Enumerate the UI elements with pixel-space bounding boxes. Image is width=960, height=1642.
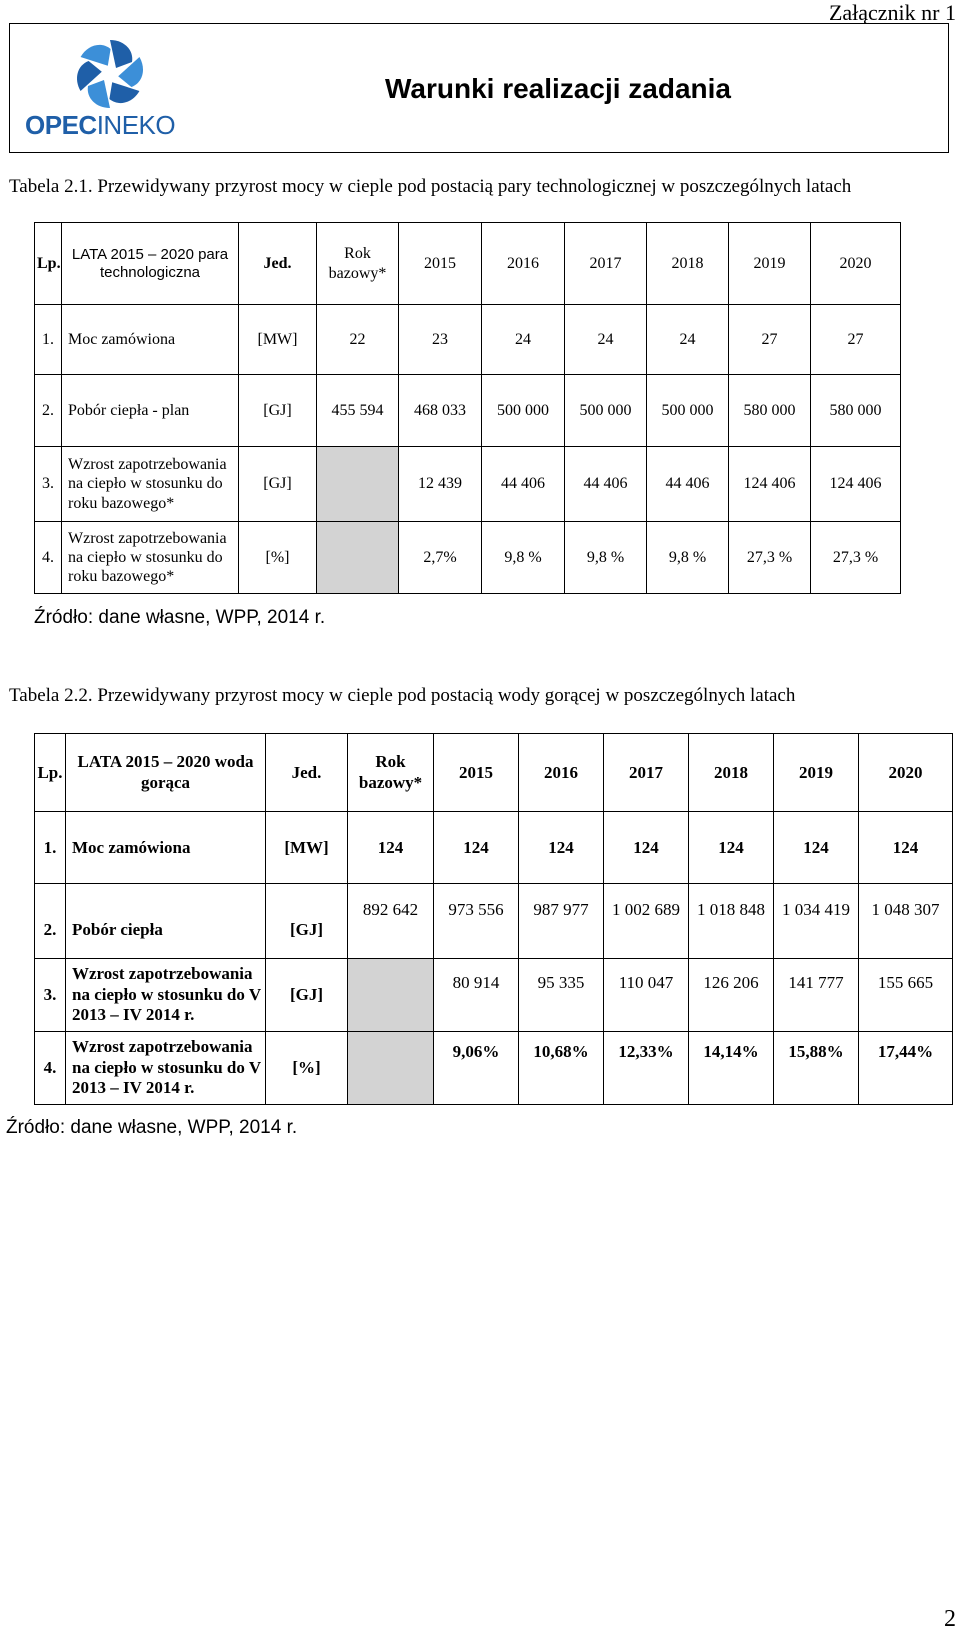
row-value: 500 000 xyxy=(647,375,729,447)
document-header xyxy=(9,23,949,153)
row-value: 141 777 xyxy=(774,959,859,1032)
row-value: 124 406 xyxy=(811,447,901,522)
row-value: 80 914 xyxy=(434,959,519,1032)
row-value: 9,06% xyxy=(434,1032,519,1105)
row-lp: 4. xyxy=(35,522,62,594)
table2-header-year: 2015 xyxy=(434,734,519,812)
row-value: 155 665 xyxy=(859,959,953,1032)
table2-header-row xyxy=(35,734,953,812)
row-lp: 3. xyxy=(35,959,66,1032)
row-value: 27,3 % xyxy=(811,522,901,594)
row-value: 580 000 xyxy=(811,375,901,447)
table1-header-row xyxy=(35,223,901,305)
row-lp: 4. xyxy=(35,1032,66,1105)
table1-header-unit: Jed. xyxy=(239,223,317,305)
table1-header-base: Rok bazowy* xyxy=(317,223,399,305)
table2-header-unit: Jed. xyxy=(266,734,348,812)
logo-wordmark xyxy=(25,110,175,141)
table1-header-year: 2015 xyxy=(399,223,482,305)
row-value: 124 xyxy=(859,812,953,884)
logo-brand-bold: OPEC xyxy=(25,110,97,140)
table2 xyxy=(34,733,953,1105)
table1-source: Źródło: dane własne, WPP, 2014 r. xyxy=(34,607,326,628)
row-base: 455 594 xyxy=(317,375,399,447)
table2-header-lp: Lp. xyxy=(35,734,66,812)
row-value: 24 xyxy=(565,305,647,375)
table2-header-year: 2017 xyxy=(604,734,689,812)
row-value: 44 406 xyxy=(482,447,565,522)
row-value: 27 xyxy=(811,305,901,375)
attachment-label: Załącznik nr 1 xyxy=(828,0,956,25)
page-number: 2 xyxy=(944,1606,956,1632)
row-value: 126 206 xyxy=(689,959,774,1032)
table-row xyxy=(35,884,953,959)
row-value: 1 048 307 xyxy=(859,884,953,959)
row-value: 124 xyxy=(774,812,859,884)
row-label: Moc zamówiona xyxy=(62,305,239,375)
logo-brand-thin: INEKO xyxy=(96,110,176,140)
row-value: 17,44% xyxy=(859,1032,953,1105)
table2-header-year: 2018 xyxy=(689,734,774,812)
row-value: 95 335 xyxy=(519,959,604,1032)
row-label: Pobór ciepła xyxy=(66,884,266,959)
row-value: 973 556 xyxy=(434,884,519,959)
row-lp: 2. xyxy=(35,375,62,447)
row-value: 12 439 xyxy=(399,447,482,522)
table2-header-year: 2016 xyxy=(519,734,604,812)
table-row xyxy=(35,447,901,522)
row-value: 24 xyxy=(647,305,729,375)
row-value: 580 000 xyxy=(729,375,811,447)
table2-source: Źródło: dane własne, WPP, 2014 r. xyxy=(6,1117,298,1138)
table1 xyxy=(34,222,901,594)
row-value: 124 xyxy=(519,812,604,884)
row-base: 892 642 xyxy=(348,884,434,959)
row-unit: [GJ] xyxy=(239,447,317,522)
row-label: Moc zamówiona xyxy=(66,812,266,884)
table-row xyxy=(35,375,901,447)
row-base-empty xyxy=(317,447,399,522)
table1-header-year: 2018 xyxy=(647,223,729,305)
table1-header-year: 2016 xyxy=(482,223,565,305)
table2-header-label: LATA 2015 – 2020 woda gorąca xyxy=(66,734,266,812)
row-value: 987 977 xyxy=(519,884,604,959)
row-label: Wzrost zapotrzebowania na ciepło w stosunku do roku bazowego* xyxy=(62,522,239,594)
row-lp: 1. xyxy=(35,305,62,375)
row-value: 9,8 % xyxy=(565,522,647,594)
row-value: 2,7% xyxy=(399,522,482,594)
row-value: 9,8 % xyxy=(482,522,565,594)
row-base: 124 xyxy=(348,812,434,884)
row-value: 27 xyxy=(729,305,811,375)
row-lp: 2. xyxy=(35,884,66,959)
row-label: Pobór ciepła - plan xyxy=(62,375,239,447)
table2-header-base: Rok bazowy* xyxy=(348,734,434,812)
table1-header-year: 2019 xyxy=(729,223,811,305)
table2-header-year: 2020 xyxy=(859,734,953,812)
row-value: 1 002 689 xyxy=(604,884,689,959)
row-value: 10,68% xyxy=(519,1032,604,1105)
row-label: Wzrost zapotrzebowania na ciepło w stosunku do V 2013 – IV 2014 r. xyxy=(66,959,266,1032)
row-lp: 1. xyxy=(35,812,66,884)
table-row xyxy=(35,959,953,1032)
table1-caption: Tabela 2.1. Przewidywany przyrost mocy w cieple pod postacią pary technologicznej w poszczególnych latach xyxy=(9,176,852,197)
row-unit: [MW] xyxy=(266,812,348,884)
row-value: 110 047 xyxy=(604,959,689,1032)
row-value: 468 033 xyxy=(399,375,482,447)
table-row xyxy=(35,522,901,594)
row-value: 1 018 848 xyxy=(689,884,774,959)
row-value: 9,8 % xyxy=(647,522,729,594)
table-row xyxy=(35,812,953,884)
row-value: 23 xyxy=(399,305,482,375)
table1-header-year: 2017 xyxy=(565,223,647,305)
row-base: 22 xyxy=(317,305,399,375)
row-value: 500 000 xyxy=(565,375,647,447)
row-unit: [GJ] xyxy=(266,959,348,1032)
table-row xyxy=(35,305,901,375)
row-unit: [GJ] xyxy=(266,884,348,959)
row-label: Wzrost zapotrzebowania na ciepło w stosunku do V 2013 – IV 2014 r. xyxy=(66,1032,266,1105)
row-value: 44 406 xyxy=(565,447,647,522)
row-unit: [MW] xyxy=(239,305,317,375)
row-value: 12,33% xyxy=(604,1032,689,1105)
row-value: 124 xyxy=(434,812,519,884)
row-value: 124 406 xyxy=(729,447,811,522)
row-unit: [%] xyxy=(239,522,317,594)
table2-header-year: 2019 xyxy=(774,734,859,812)
table1-header-lp: Lp. xyxy=(35,223,62,305)
row-base-empty xyxy=(317,522,399,594)
table2-caption: Tabela 2.2. Przewidywany przyrost mocy w cieple pod postacią wody gorącej w poszczególnych latach xyxy=(9,685,796,706)
row-value: 24 xyxy=(482,305,565,375)
row-value: 15,88% xyxy=(774,1032,859,1105)
row-value: 44 406 xyxy=(647,447,729,522)
row-value: 124 xyxy=(604,812,689,884)
row-base-empty xyxy=(348,1032,434,1105)
table1-header-year: 2020 xyxy=(811,223,901,305)
row-unit: [GJ] xyxy=(239,375,317,447)
row-base-empty xyxy=(348,959,434,1032)
page-title: Warunki realizacji zadania xyxy=(385,73,731,104)
row-value: 1 034 419 xyxy=(774,884,859,959)
row-value: 27,3 % xyxy=(729,522,811,594)
row-value: 500 000 xyxy=(482,375,565,447)
row-value: 14,14% xyxy=(689,1032,774,1105)
table-row xyxy=(35,1032,953,1105)
row-unit: [%] xyxy=(266,1032,348,1105)
row-lp: 3. xyxy=(35,447,62,522)
row-value: 124 xyxy=(689,812,774,884)
row-label: Wzrost zapotrzebowania na ciepło w stosunku do roku bazowego* xyxy=(62,447,239,522)
table1-header-label: LATA 2015 – 2020 para technologiczna xyxy=(62,223,239,305)
